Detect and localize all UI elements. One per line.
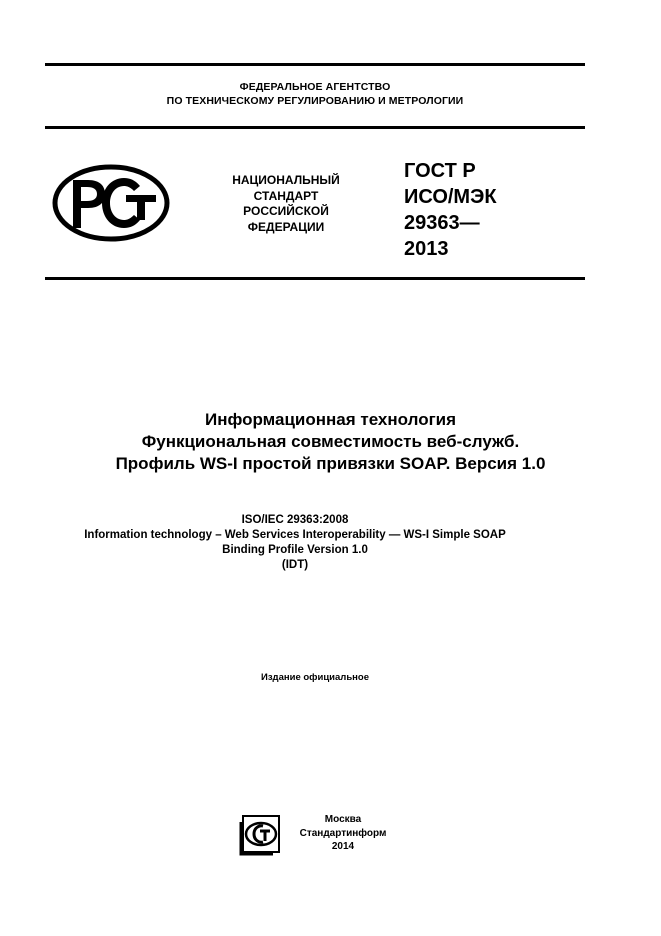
national-line-2: СТАНДАРТ: [253, 188, 319, 203]
national-standard-label: [216, 173, 356, 235]
national-line-1: НАЦИОНАЛЬНЫЙ: [232, 173, 340, 187]
publication-year: 2014: [331, 841, 355, 852]
publisher-block: [288, 813, 398, 854]
standard-designation: [404, 158, 497, 262]
header-rule: [45, 126, 585, 129]
international-title-line-2: Binding Profile Version 1.0: [222, 544, 368, 556]
edition-label: Издание официальное: [261, 672, 369, 683]
standartinform-logo-icon: [239, 812, 283, 856]
international-code: ISO/IEC 29363:2008: [241, 514, 349, 526]
agency-line-2: ПО ТЕХНИЧЕСКОМУ РЕГУЛИРОВАНИЮ И МЕТРОЛОГИИ: [166, 95, 464, 107]
publisher-name: Стандартинформ: [299, 827, 387, 839]
designation-line-3: 29363—: [404, 212, 480, 234]
designation-line-4: 2013: [404, 238, 449, 260]
rst-certification-logo-icon: [52, 164, 170, 242]
national-line-4: ФЕДЕРАЦИИ: [247, 219, 325, 234]
standard-block-rule: [45, 277, 585, 280]
title-line-3: Профиль WS-I простой привязки SOAP. Версия 1.0: [115, 454, 546, 473]
top-rule: [45, 63, 585, 66]
publisher-city: Москва: [324, 814, 362, 825]
international-standard-block: [0, 513, 590, 573]
title-line-1: Информационная технология: [204, 410, 457, 429]
document-title: [0, 409, 661, 475]
national-line-3: РОССИЙСКОЙ: [243, 204, 329, 218]
equivalence-mark: (IDT): [281, 559, 309, 571]
international-title-line-1: Information technology – Web Services Interoperability — WS-I Simple SOAP: [84, 529, 506, 541]
agency-line-1: ФЕДЕРАЛЬНОЕ АГЕНТСТВО: [239, 81, 391, 93]
title-line-2: Функциональная совместимость веб-служб.: [141, 432, 520, 451]
designation-line-1: ГОСТ Р: [404, 160, 476, 182]
designation-line-2: ИСО/МЭК: [404, 186, 497, 208]
agency-header: [45, 80, 585, 108]
